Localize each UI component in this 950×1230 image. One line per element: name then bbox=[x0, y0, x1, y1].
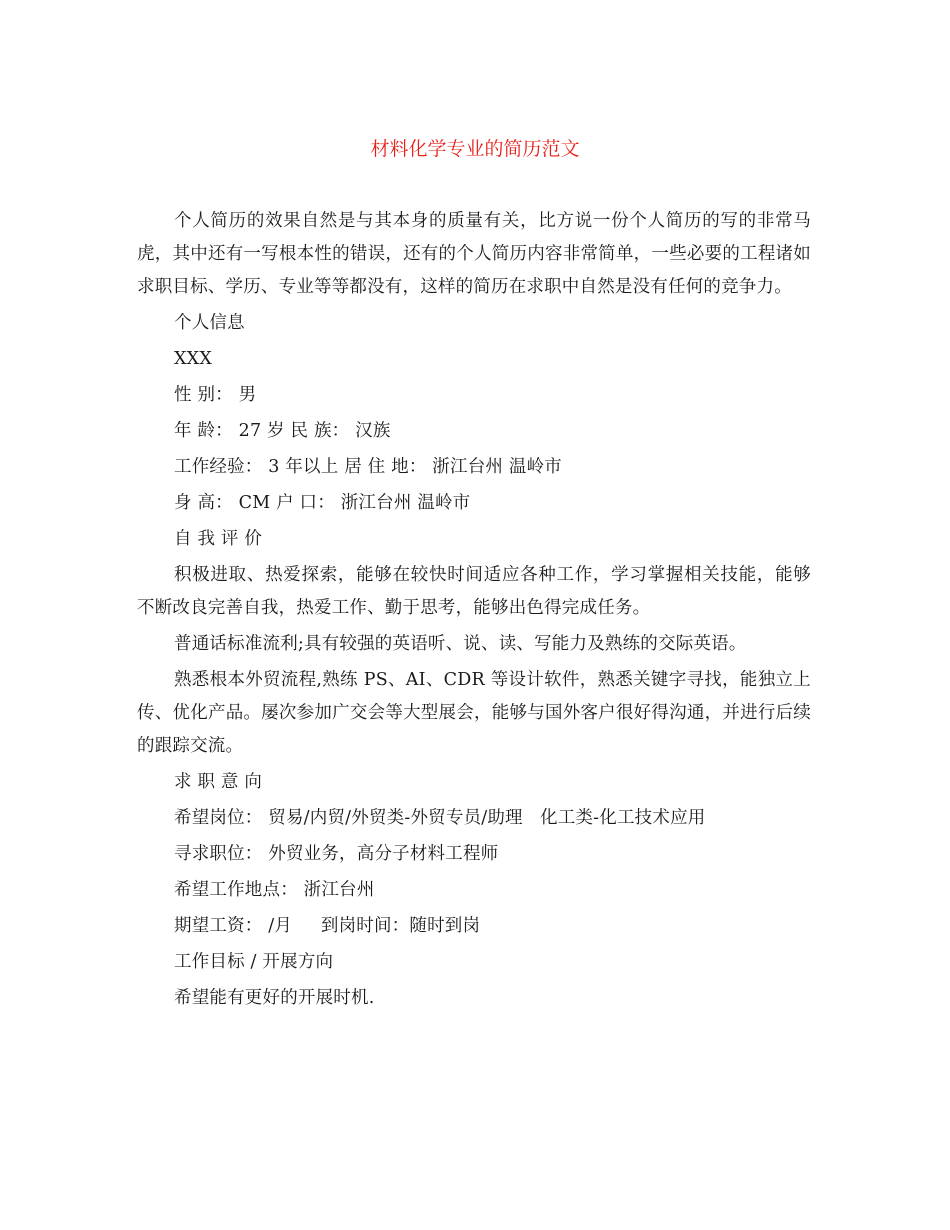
section-heading-personal-info: 个人信息 bbox=[174, 313, 245, 333]
intro-paragraph: 个人简历的效果自然是与其本身的质量有关，比方说一份个人简历的写的非常马虎，其中还有一写根本性的错误，还有的个人简历内容非常简单，一些必要的工程诸如求职目标、学历、专业等等都没有，这样的简历在求职中自然是没有任何的竞争力。 bbox=[137, 211, 811, 297]
name-line: XXX bbox=[174, 349, 212, 369]
self-evaluation-paragraph: 积极进取、热爱探索，能够在较快时间适应各种工作，学习掌握相关技能，能够不断改良完善自我，热爱工作、勤于思考，能够出色得完成任务。 bbox=[137, 565, 811, 618]
section-heading-job-intention: 求 职 意 向 bbox=[174, 772, 263, 792]
salary-start-line: 期望工资： /月 到岗时间：随时到岗 bbox=[174, 916, 481, 936]
gender-line: 性 别： 男 bbox=[174, 385, 257, 405]
section-heading-self-evaluation: 自 我 评 价 bbox=[174, 529, 263, 549]
document-body bbox=[137, 205, 811, 1018]
sought-position-line: 寻求职位： 外贸业务，高分子材料工程师 bbox=[174, 844, 499, 864]
work-goal-paragraph: 希望能有更好的开展时机. bbox=[174, 988, 375, 1008]
skills-paragraph: 熟悉根本外贸流程,熟练 PS、AI、CDR 等设计软件，熟悉关键字寻找，能独立上传、优化产品。屡次参加广交会等大型展会，能够与国外客户很好得沟通，并进行后续的跟踪交流。 bbox=[137, 670, 811, 756]
language-paragraph: 普通话标准流利;具有较强的英语听、说、读、写能力及熟练的交际英语。 bbox=[174, 634, 747, 654]
height-hukou-line: 身 高： CM 户 口： 浙江台州 温岭市 bbox=[174, 493, 471, 513]
experience-residence-line: 工作经验： 3 年以上 居 住 地： 浙江台州 温岭市 bbox=[174, 457, 562, 477]
work-location-line: 希望工作地点： 浙江台州 bbox=[174, 880, 375, 900]
document-title: 材料化学专业的简历范文 bbox=[370, 138, 580, 160]
desired-position-line: 希望岗位： 贸易/内贸/外贸类-外贸专员/助理 化工类-化工技术应用 bbox=[174, 808, 706, 828]
section-heading-work-goal: 工作目标 / 开展方向 bbox=[174, 952, 334, 972]
age-ethnicity-line: 年 龄： 27 岁 民 族： 汉族 bbox=[174, 421, 391, 441]
